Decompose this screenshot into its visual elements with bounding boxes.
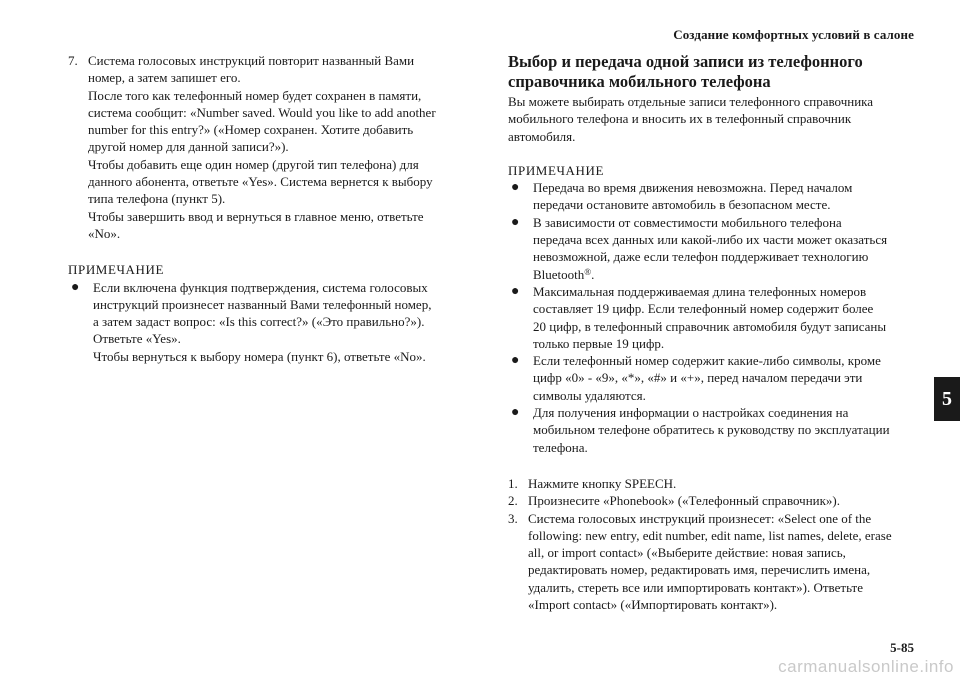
right-column [508,52,920,613]
note-label: ПРИМЕЧАНИЕ [508,162,605,178]
heading-line: справочника мобильного телефона [508,72,771,91]
bullet-line: Если включена функция подтверждения, система голосовых [93,279,428,295]
step-7 [68,52,468,242]
bluetooth-term: Bluetooth [533,266,585,282]
left-column [68,52,468,365]
step-3 [508,510,920,614]
step-number: 2. [508,493,518,509]
bullet-dot-icon: ● [511,353,520,369]
step-line: другой номер для данной записи?»). [88,139,289,155]
bullet-text [533,283,920,352]
bullet-line: только первые 19 цифр. [533,335,665,351]
bullet-line: телефона. [533,439,588,455]
bullet-dot-icon: ● [511,405,520,421]
steps-list [508,475,920,613]
note-bullet-4 [508,352,920,404]
bullet-line: 20 цифр, в телефонный справочник автомобиля будут записаны [533,318,887,334]
step-line: «Import contact» («Импортировать контакт»). [528,597,778,613]
note-bullet-2 [508,214,920,283]
bullet-dot-icon: ● [511,214,520,230]
bullet-line: Ответьте «Yes». [93,331,181,347]
bullet-line: передачи остановите автомобиль в безопасном месте. [533,197,831,213]
bullet-line: Максимальная поддерживаемая длина телефонных номеров [533,283,867,299]
watermark: carmanualsonline.info [778,657,954,676]
bullet-line: цифр «0» - «9», «*», «#» и «+», перед началом передачи эти [533,370,863,386]
step-line: number for this entry?» («Номер сохранен. Хотите добавить [88,122,414,138]
bullet-line: Чтобы вернуться к выбору номера (пункт 6), ответьте «No». [93,348,426,364]
bullet-dot-icon: ● [511,180,520,196]
bullet-line: невозможной, даже если телефон поддерживает технологию [533,249,869,265]
step-number: 7. [68,53,78,68]
step-text [88,52,468,242]
step-line: номер, а затем запишет его. [88,70,241,86]
bullet-dot-icon: ● [511,283,520,299]
bullet-line: а затем задаст вопрос: «Is this correct?» («Это правильно?»). [93,314,425,330]
step-line: all, or import contact» («Выберите действие: новая запись, [528,545,846,561]
bullet-text [533,214,920,283]
bullet-text [533,404,920,456]
step-line: following: new entry, edit number, edit name, list names, delete, erase [528,527,892,543]
step-line: Система голосовых инструкций повторит названный Вами [88,53,415,68]
period: . [591,266,595,282]
bullet-line: мобильном телефоне обратитесь к руководству по эксплуатации [533,422,890,438]
bullet-line [533,266,920,283]
bullet-line: символы удаляются. [533,387,646,403]
step-line: удалить, стереть все или импортировать контакт»). Ответьте [528,579,863,595]
heading-line: Выбор и передача одной записи из телефонного [508,52,863,71]
bullet-dot-icon: ● [71,279,80,295]
note-bullet-3 [508,283,920,352]
step-line: Система голосовых инструкций произнесет: «Select one of the [528,510,872,526]
step-line: Чтобы завершить ввод и вернуться в главное меню, ответьте [88,208,424,224]
registered-mark: ® [584,266,592,277]
bullet-text [93,279,468,365]
step-line: «No». [88,225,121,241]
step-2 [508,492,920,509]
bullet-line: Для получения информации о настройках соединения на [533,405,849,421]
step-text: Произнесите «Phonebook» («Телефонный справочник»). [528,493,841,509]
step-number: 1. [508,475,518,491]
page-number: 5-85 [890,640,914,655]
note-bullet [68,279,468,365]
chapter-tab: 5 [934,377,960,421]
bullet-text [533,352,920,404]
step-line: редактировать номер, редактировать имя, перечислить имена, [528,562,871,578]
bullet-text [533,179,920,214]
bullet-line: инструкций произнесет названный Вами телефонный номер, [93,296,432,312]
step-line: система сообщит: «Number saved. Would you like to add another [88,104,436,120]
intro-line: автомобиля. [508,128,576,144]
running-header: Создание комфортных условий в салоне [673,27,914,42]
bullet-line: составляет 19 цифр. Если телефонный номер содержит более [533,301,874,317]
bullet-line: В зависимости от совместимости мобильного телефона [533,214,842,230]
bullet-line: передача всех данных или какой-либо их части может оказаться [533,232,888,248]
step-line: типа телефона (пункт 5). [88,191,226,207]
section-heading [508,52,920,92]
intro-paragraph [508,93,920,145]
note-label: ПРИМЕЧАНИЕ [68,262,165,278]
step-text [528,510,920,614]
intro-line: мобильного телефона и вносить их в телефонный справочник [508,111,852,127]
note-bullet-1 [508,179,920,214]
step-line: данного абонента, ответьте «Yes». Система вернется к выбору [88,174,433,190]
bullet-line: Передача во время движения невозможна. Перед началом [533,180,853,196]
step-line: Чтобы добавить еще один номер (другой тип телефона) для [88,156,419,172]
step-1 [508,475,920,492]
step-text: Нажмите кнопку SPEECH. [528,475,677,491]
note-bullet-5 [508,404,920,456]
bullet-line: Если телефонный номер содержит какие-либо символы, кроме [533,353,881,369]
intro-line: Вы можете выбирать отдельные записи телефонного справочника [508,94,874,109]
step-number: 3. [508,510,518,526]
step-line: После того как телефонный номер будет сохранен в памяти, [88,87,422,103]
